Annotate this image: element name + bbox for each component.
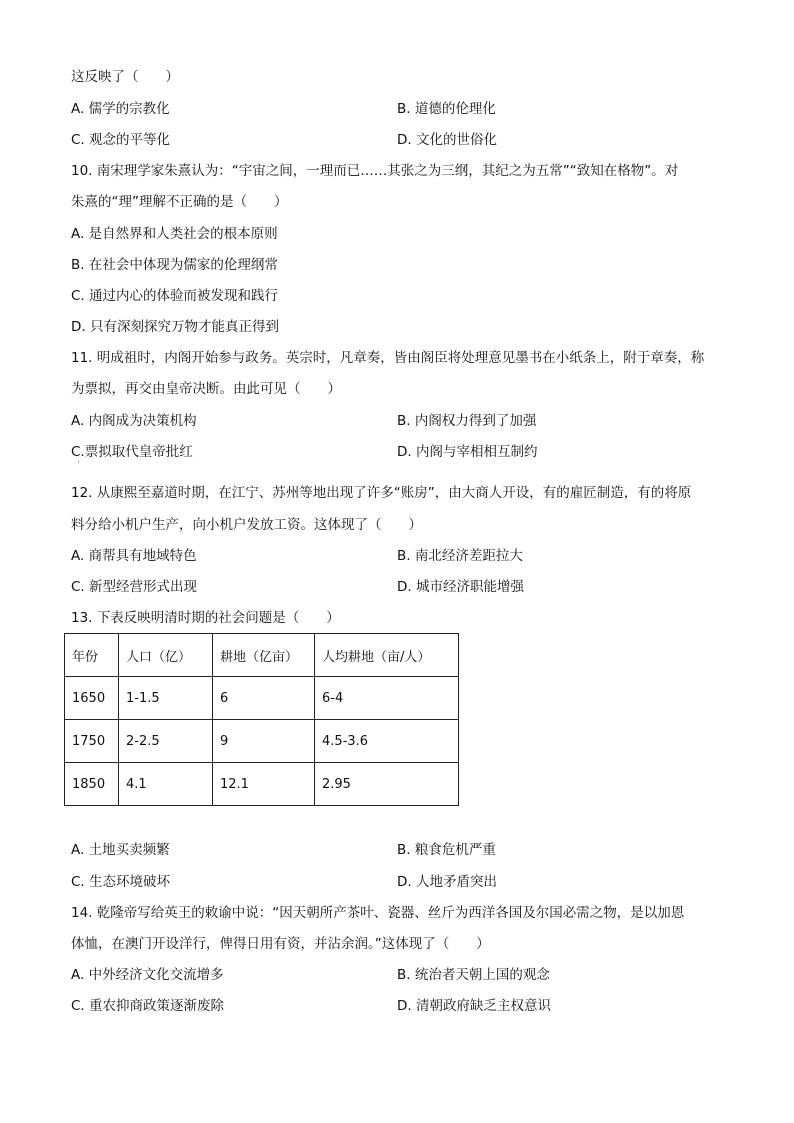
table-row [65, 677, 459, 720]
table-header-cell: 年份 [65, 634, 119, 677]
q10-stem-line2: 朱熹的“理”理解不正确的是（ ） [71, 194, 288, 210]
population-farmland-table [64, 633, 459, 806]
table-row [65, 763, 459, 806]
q11-option-d[interactable]: D. 内阁与宰相相互制约 [397, 444, 538, 460]
table-cell: 9 [213, 720, 315, 763]
q12-option-c[interactable]: C. 新型经营形式出现 [71, 579, 198, 595]
q14-stem-line1: 14. 乾隆帝写给英王的敕谕中说：“因天朝所产茶叶、瓷器、丝斤为西洋各国及尔国必需之物，是以加恩 [71, 905, 685, 921]
q9-option-b[interactable]: B. 道德的伦理化 [397, 101, 496, 117]
q13-option-b[interactable]: B. 粮食危机严重 [397, 842, 496, 858]
q9-stem-tail: 这反映了（ ） [71, 69, 179, 85]
table-row [65, 720, 459, 763]
q14-option-b[interactable]: B. 统治者天朝上国的观念 [397, 967, 550, 983]
q14-stem-line2: 体恤，在澳门开设洋行，俾得日用有资，并沾余润。”这体现了（ ） [71, 936, 490, 952]
q9-option-c[interactable]: C. 观念的平等化 [71, 132, 171, 148]
q14-option-d[interactable]: D. 清朝政府缺乏主权意识 [397, 998, 551, 1014]
table-cell: 4.5-3.6 [315, 720, 459, 763]
q12-stem-line2: 料分给小机户生产，向小机户发放工资。这体现了（ ） [71, 517, 422, 533]
q10-option-d[interactable]: D. 只有深刻探究万物才能真正得到 [71, 319, 279, 335]
q10-option-c[interactable]: C. 通过内心的体验而被发现和践行 [71, 288, 279, 304]
q12-option-b[interactable]: B. 南北经济差距拉大 [397, 548, 523, 564]
q10-option-a[interactable]: A. 是自然界和人类社会的根本原则 [71, 226, 278, 242]
q11-option-c[interactable]: C.票拟取代皇帝批红 [71, 444, 193, 460]
q14-option-c[interactable]: C. 重农抑商政策逐渐废除 [71, 998, 225, 1014]
q9-option-a[interactable]: A. 儒学的宗教化 [71, 101, 170, 117]
table-header-row [65, 634, 459, 677]
q12-stem-line1: 12. 从康熙至嘉道时期，在江宁、苏州等地出现了许多“账房”，由大商人开设，有的雇匠制造，有的将原 [71, 485, 692, 501]
q9-option-d[interactable]: D. 文化的世俗化 [397, 132, 497, 148]
table-cell: 1-1.5 [119, 677, 213, 720]
q13-option-c[interactable]: C. 生态环境破坏 [71, 874, 171, 890]
table-cell: 1750 [65, 720, 119, 763]
table-cell: 2-2.5 [119, 720, 213, 763]
table-cell: 1650 [65, 677, 119, 720]
table-cell: 6 [213, 677, 315, 720]
q13-stem: 13. 下表反映明清时期的社会问题是（ ） [71, 610, 340, 626]
table-header-cell: 耕地（亿亩） [213, 634, 315, 677]
table-header-cell: 人口（亿） [119, 634, 213, 677]
q14-option-a[interactable]: A. 中外经济文化交流增多 [71, 967, 224, 983]
q11-stem-line1: 11. 明成祖时，内阁开始参与政务。英宗时，凡章奏，皆由阁臣将处理意见墨书在小纸条上，附于章奏，称 [71, 350, 705, 366]
table-cell: 2.95 [315, 763, 459, 806]
table-cell: 12.1 [213, 763, 315, 806]
q13-option-a[interactable]: A. 土地买卖频繁 [71, 842, 170, 858]
q10-stem-line1: 10. 南宋理学家朱熹认为：“宇宙之间，一理而已……其张之为三纲，其纪之为五常”“致知在格物”。对 [71, 163, 679, 179]
stray-dot-mark: · [77, 458, 80, 468]
q11-option-a[interactable]: A. 内阁成为决策机构 [71, 413, 197, 429]
q11-option-b[interactable]: B. 内阁权力得到了加强 [397, 413, 537, 429]
table-cell: 4.1 [119, 763, 213, 806]
q12-option-a[interactable]: A. 商帮具有地域特色 [71, 548, 197, 564]
table-header-cell: 人均耕地（亩/人） [315, 634, 459, 677]
q12-option-d[interactable]: D. 城市经济职能增强 [397, 579, 524, 595]
q11-stem-line2: 为票拟，再交由皇帝决断。由此可见（ ） [71, 381, 341, 397]
q13-option-d[interactable]: D. 人地矛盾突出 [397, 874, 497, 890]
table-cell: 6-4 [315, 677, 459, 720]
table-cell: 1850 [65, 763, 119, 806]
q10-option-b[interactable]: B. 在社会中体现为儒家的伦理纲常 [71, 257, 278, 273]
